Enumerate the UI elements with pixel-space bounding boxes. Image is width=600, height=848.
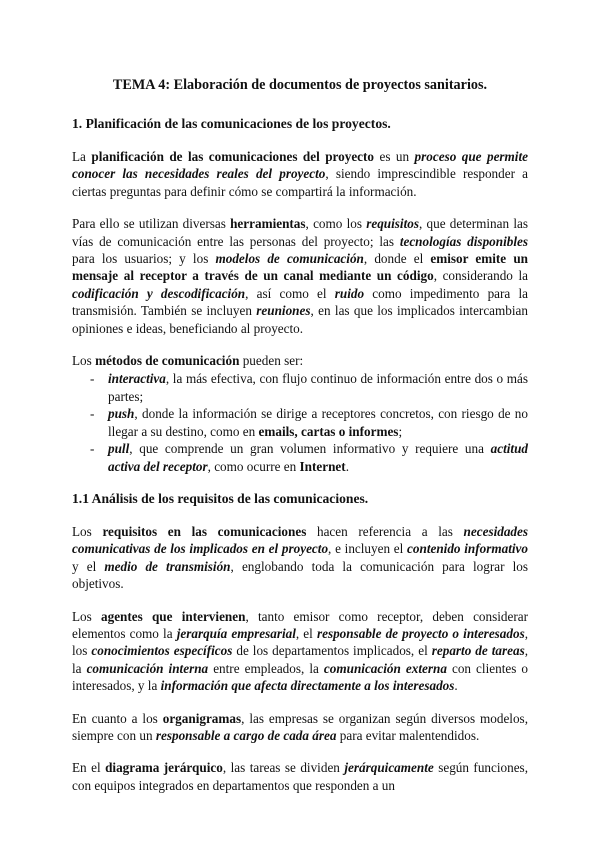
list-item: - interactiva, la más efectiva, con flujo continuo de información entre dos o más partes; xyxy=(90,371,528,404)
section-1-1-paragraph-3: En cuanto a los organigramas, las empresas se organizan según diversos modelos, siempre con un responsable a cargo de cada área para evitar malentendidos. xyxy=(72,710,528,743)
section-1-1-paragraph-2: Los agentes que intervienen, tanto emisor como receptor, deben considerar elementos como la jerarquía empresarial, el responsable de proyecto o interesados, los conocimientos específicos de los departamentos implicados, el reparto de tareas, la comunicación interna entre empleados, la comunicación externa con clientes o interesados, y la información que afecta directamente a los interesados. xyxy=(72,608,529,694)
section-1-1-heading: 1.1 Análisis de los requisitos de las comunicaciones. xyxy=(72,490,369,506)
section-1-paragraph-2: Para ello se utilizan diversas herramientas, como los requisitos, que determinan las vías de comunicación entre las personas del proyecto; las tecnologías disponibles para los usuarios; y los modelos de comunicación, donde el emisor emite un mensaje al receptor a través de un canal mediante un código, considerando la codificación y descodificación, así como el ruido como impedimento para la transmisión. También se incluyen reuniones, en las que los implicados intercambian opiniones e ideas, beneficiando al proyecto. xyxy=(72,216,529,336)
list-item: - push, donde la información se dirige a receptores concretos, con riesgo de no llegar a su destino, como en emails, cartas o informes; xyxy=(90,406,528,439)
list-item: - pull, que comprende un gran volumen informativo y requiere una actitud activa del receptor, como ocurre en Internet. xyxy=(90,441,528,474)
section-1-heading: 1. Planificación de las comunicaciones de los proyectos. xyxy=(72,116,391,131)
methods-intro: Los métodos de comunicación pueden ser: xyxy=(72,353,304,369)
page-title: TEMA 4: Elaboración de documentos de proyectos sanitarios. xyxy=(112,77,488,93)
section-1-1-paragraph-1: Los requisitos en las comunicaciones hacen referencia a las necesidades comunicativas de los implicados en el proyecto, e incluyen el contenido informativo y el medio de transmisión, englobando toda la comunicación para lograr los objetivos. xyxy=(72,523,529,592)
section-1-paragraph-1: La planificación de las comunicaciones del proyecto es un proceso que permite conocer las necesidades reales del proyecto, siendo imprescindible responder a ciertas preguntas para definir cómo se compartirá la información. xyxy=(72,149,528,199)
section-1-1-paragraph-4: En el diagrama jerárquico, las tareas se dividen jerárquicamente según funciones, con equipos integrados en departamentos que responden a un xyxy=(72,760,528,793)
methods-list xyxy=(72,370,528,474)
